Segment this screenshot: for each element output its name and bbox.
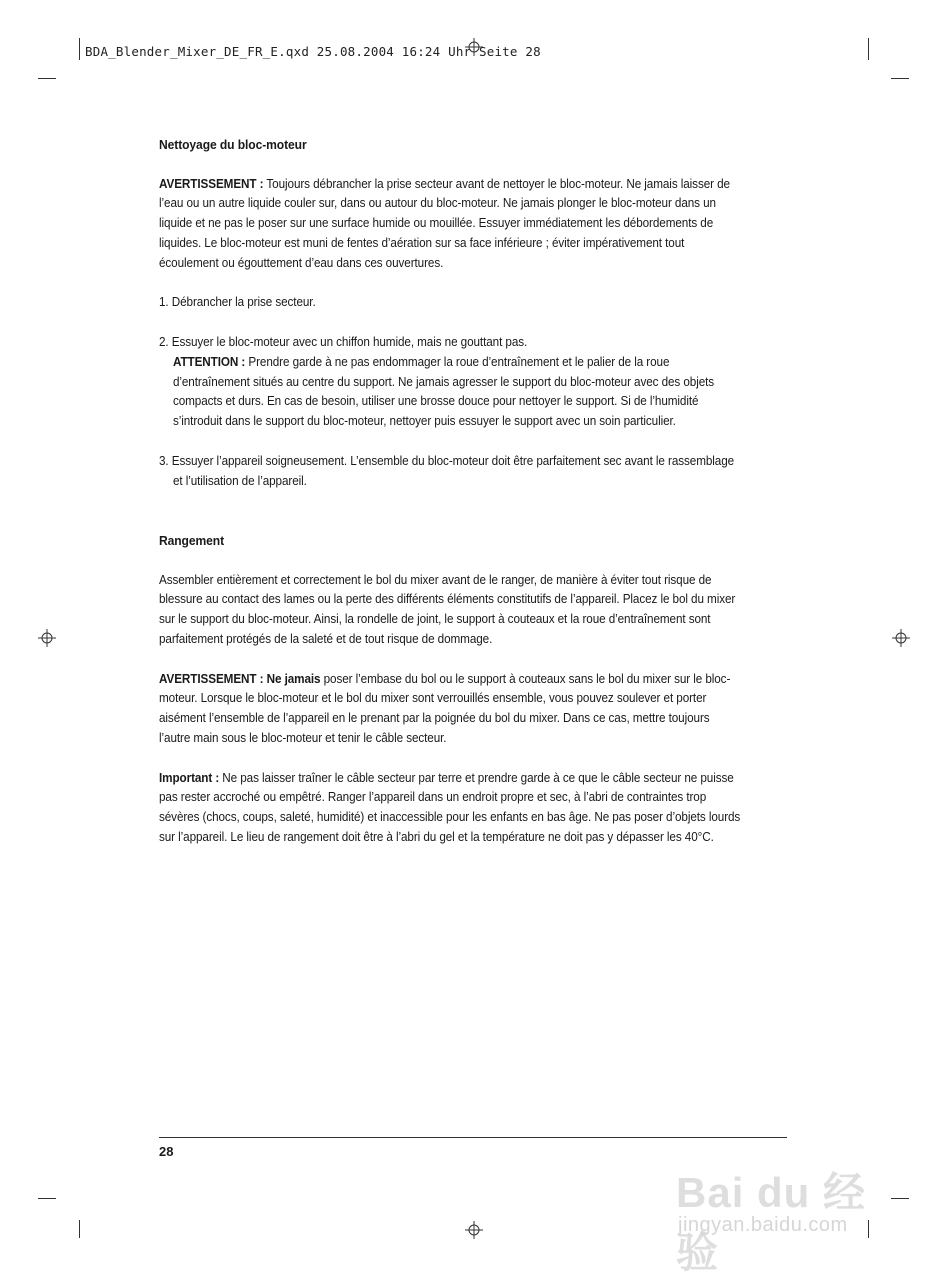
watermark-logo: Bai du 经验 [676,1169,867,1276]
step-3: 3. Essuyer l’appareil soigneusement. L’ensemble du bloc-moteur doit être parfaitement sec avant le rassemblage et l’utilisation de l’appareil. [159,453,735,488]
print-slug: BDA_Blender_Mixer_DE_FR_E.qxd 25.08.2004 16:24 Uhr Seite 28 [85,44,541,59]
important-paragraph [159,769,743,848]
watermark [672,1160,902,1276]
section-heading: Nettoyage du bloc-moteur [159,137,307,152]
warning-label: AVERTISSEMENT : Ne jamais [159,671,321,686]
warning-paragraph [159,670,743,749]
step-2: 2. Essuyer le bloc-moteur avec un chiffon humide, mais ne gouttant pas. [159,334,528,349]
registration-mark-icon [38,629,56,647]
crop-mark [79,1220,80,1238]
page-number: 28 [159,1144,174,1159]
crop-mark [38,78,56,79]
registration-mark-icon [465,1221,483,1239]
crop-mark [891,78,909,79]
step-1: 1. Débrancher la prise secteur. [159,295,316,310]
registration-mark-icon [465,38,483,56]
footer-divider [159,1137,787,1138]
warning-paragraph [159,175,743,274]
crop-mark [868,38,869,60]
warning-label: AVERTISSEMENT : [159,176,264,191]
attention-label: ATTENTION : [172,354,246,369]
attention-paragraph [159,353,743,432]
warning-text: Toujours débrancher la prise secteur avant de nettoyer le bloc-moteur. Ne jamais laisser de l’eau ou un autre liquide couler sur, dans ou autour du bloc-moteur. Ne jamais plonger le bloc-moteur dans un liquide et ne pas le poser sur une surface humide ou mouillée. Essuyer immédiatement les débordements de liquides. Le bloc-moteur est muni de fentes d’aération sur sa face inférieure ; éviter impérativement tout écoulement ou égouttement d’eau dans ces ouvertures. [159,176,730,270]
storage-paragraph: Assembler entièrement et correctement le bol du mixer avant de le ranger, de manière à éviter tout risque de blessure au contact des lames ou la perte des différents éléments constitutifs de l’appareil. Placez le bol du mixer sur le support du bloc-moteur. Ainsi, la rondelle de joint, le support à couteaux et la roue d’entraînement sont parfaitement protégés de la saleté et de tout risque de dommage. [159,572,736,646]
warning-text: poser l’embase du bol ou le support à couteaux sans le bol du mixer sur le bloc-moteur. Lorsque le bloc-moteur et le bol du mixer sont verrouillés ensemble, vous pouvez soulever et porter aisément l’ensemble de l’appareil en le prenant par la poignée du bol du mixer. Dans ce cas, mettre toujours l’autre main sous le bloc-moteur et tenir le câble secteur. [159,671,731,745]
document-body [159,135,743,848]
registration-mark-icon [892,629,910,647]
crop-mark [79,38,80,60]
watermark-url: jingyan.baidu.com [678,1214,848,1236]
section-heading: Rangement [159,532,224,548]
attention-text: Prendre garde à ne pas endommager la roue d’entraînement et le palier de la roue d’entraînement situés au centre du support. Ne jamais agresser le support du bloc-moteur avec des objets compacts et durs. En cas de besoin, utiliser une brosse douce pour nettoyer le support. Si de l’humidité s’introduit dans le support du bloc-moteur, nettoyer puis essuyer le support avec un soin particulier. [172,354,715,429]
crop-mark [38,1198,56,1199]
important-text: Ne pas laisser traîner le câble secteur par terre et prendre garde à ce que le câble secteur ne puisse pas rester accroché ou empêtré. Ranger l’appareil dans un endroit propre et sec, à l’abri de contraintes trop sévères (chocs, coups, saleté, humidité) et inaccessible pour les enfants en bas âge. Ne pas poser d’objets lourds sur l’appareil. Le lieu de rangement doit être à l’abri du gel et la température ne doit pas y dépasser les 40°C. [159,770,741,844]
important-label: Important : [159,770,220,785]
